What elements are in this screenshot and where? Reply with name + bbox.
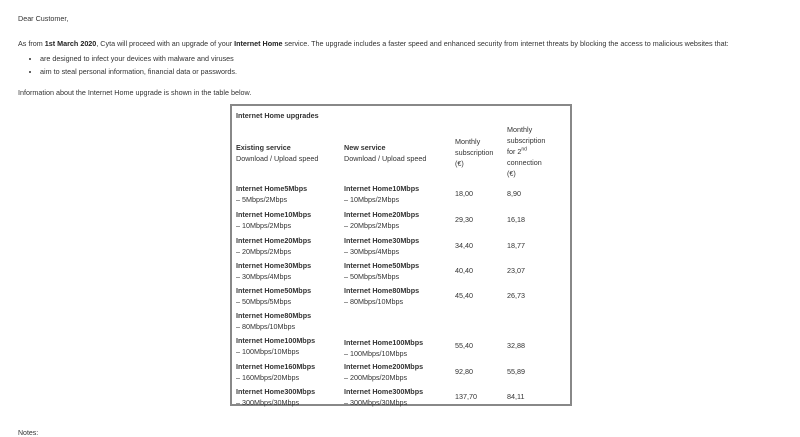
existing-service-cell: Internet Home160Mbps – 160Mbps/20Mbps xyxy=(236,362,316,382)
new-service-cell: Internet Home20Mbps – 20Mbps/2Mbps xyxy=(344,210,420,230)
second-connection-price: 23,07 xyxy=(507,266,525,275)
header-existing: Existing service Download / Upload speed xyxy=(236,143,319,163)
header-second-connection: Monthly subscription for 2nd connection (€) xyxy=(507,125,546,178)
existing-service-cell: Internet Home80Mbps – 80Mbps/10Mbps Internet Home100Mbps – 100Mbps/10Mbps xyxy=(236,311,316,356)
new-service-cell: Internet Home50Mbps – 50Mbps/5Mbps xyxy=(344,261,420,281)
intro-paragraph: As from 1st March 2020, Cyta will proceed with an upgrade of your Internet Home service. The upgrade includes a faster speed and enhanced security from internet threats by blocking the access to malicious websites that: xyxy=(18,39,729,48)
new-service-cell: Internet Home200Mbps – 200Mbps/20Mbps xyxy=(344,362,424,382)
existing-service-cell: Internet Home50Mbps – 50Mbps/5Mbps xyxy=(236,286,312,306)
info-text: Information about the Internet Home upgrade is shown in the table below. xyxy=(18,88,252,97)
existing-service-cell: Internet Home30Mbps – 30Mbps/4Mbps xyxy=(236,261,312,281)
greeting: Dear Customer, xyxy=(18,14,69,23)
new-service-cell: Internet Home80Mbps – 80Mbps/10Mbps xyxy=(344,286,420,306)
threat-list xyxy=(26,54,237,80)
monthly-price: 34,40 xyxy=(455,241,473,250)
existing-service-cell: Internet Home10Mbps – 10Mbps/2Mbps xyxy=(236,210,312,230)
new-service-cell: Internet Home10Mbps – 10Mbps/2Mbps xyxy=(344,184,420,204)
upgrade-table xyxy=(230,104,572,406)
new-service-cell: Internet Home30Mbps – 30Mbps/4Mbps xyxy=(344,236,420,256)
monthly-price: 18,00 xyxy=(455,189,473,198)
second-connection-price: 18,77 xyxy=(507,241,525,250)
header-monthly: Monthly subscription (€) xyxy=(455,137,494,168)
monthly-price: 40,40 xyxy=(455,266,473,275)
second-connection-price: 84,11 xyxy=(507,392,525,401)
second-connection-price: 55,89 xyxy=(507,367,525,376)
notes-heading: Notes: xyxy=(18,430,39,437)
second-connection-price: 26,73 xyxy=(507,291,525,300)
second-connection-price: 8,90 xyxy=(507,189,521,198)
list-item: • are designed to infect your devices with malware and viruses xyxy=(40,54,237,63)
existing-service-cell: Internet Home20Mbps – 20Mbps/2Mbps xyxy=(236,236,312,256)
monthly-price: 92,80 xyxy=(455,367,473,376)
new-service-cell: Internet Home100Mbps – 100Mbps/10Mbps xyxy=(344,338,424,358)
second-connection-price: 32,88 xyxy=(507,341,525,350)
existing-service-cell: Internet Home300Mbps – 300Mbps/30Mbps xyxy=(236,387,316,407)
table-title: Internet Home upgrades xyxy=(236,111,319,120)
second-connection-price: 16,18 xyxy=(507,215,525,224)
service-name: Internet Home xyxy=(234,39,283,48)
monthly-price: 29,30 xyxy=(455,215,473,224)
header-new: New service Download / Upload speed xyxy=(344,143,427,163)
monthly-price: 45,40 xyxy=(455,291,473,300)
list-item: • aim to steal personal information, financial data or passwords. xyxy=(40,67,237,76)
new-service-cell: Internet Home300Mbps – 300Mbps/30Mbps xyxy=(344,387,424,407)
monthly-price: 55,40 xyxy=(455,341,473,350)
upgrade-date: 1st March 2020 xyxy=(44,39,97,48)
monthly-price: 137,70 xyxy=(455,392,477,401)
existing-service-cell: Internet Home5Mbps – 5Mbps/2Mbps xyxy=(236,184,308,204)
